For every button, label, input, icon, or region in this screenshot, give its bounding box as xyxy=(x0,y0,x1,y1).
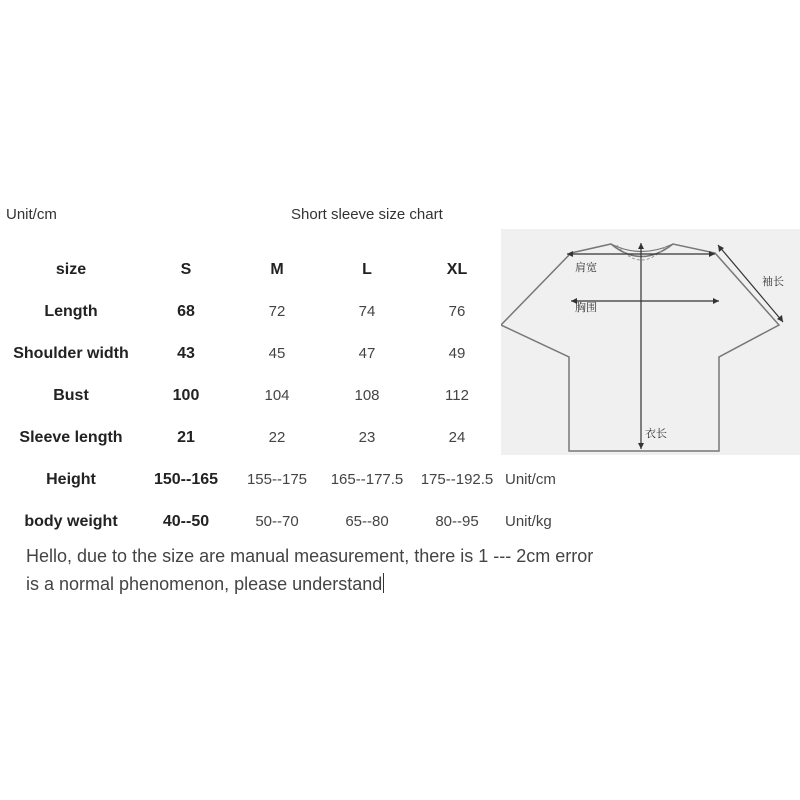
table-cell: 74 xyxy=(358,303,376,320)
table-cell: 49 xyxy=(448,345,466,362)
row-label-sleeve-length: Sleeve length xyxy=(19,429,123,446)
table-cell: 72 xyxy=(268,303,286,320)
size-header-s: S xyxy=(180,261,192,278)
row-label-body-weight: body weight xyxy=(24,513,118,530)
table-cell: 50--70 xyxy=(255,513,299,530)
table-cell: 150--165 xyxy=(153,471,219,488)
table-cell: 76 xyxy=(448,303,466,320)
chest-label: 胸围 xyxy=(575,301,597,314)
measurement-note-line2: is a normal phenomenon, please understand xyxy=(26,574,383,594)
table-cell: 40--50 xyxy=(162,513,210,530)
row-label-shoulder-width: Shoulder width xyxy=(13,345,129,362)
table-cell: 104 xyxy=(264,387,290,404)
table-cell: 23 xyxy=(358,429,376,446)
row-label-height: Height xyxy=(46,471,96,488)
table-cell: 108 xyxy=(354,387,380,404)
table-cell: 22 xyxy=(268,429,286,446)
table-cell: 43 xyxy=(177,345,195,362)
tshirt-measurement-diagram xyxy=(501,229,800,455)
row-label-length: Length xyxy=(44,303,98,320)
text-cursor xyxy=(383,573,384,593)
size-header-l: L xyxy=(362,261,372,278)
row-label-bust: Bust xyxy=(53,387,89,404)
table-cell: 21 xyxy=(177,429,195,446)
weight-unit: Unit/kg xyxy=(505,513,552,530)
table-cell: 112 xyxy=(445,387,469,404)
table-cell: 80--95 xyxy=(435,513,479,530)
table-cell: 155--175 xyxy=(246,471,308,488)
size-header-m: M xyxy=(270,261,284,278)
body-length-label: 衣长 xyxy=(645,427,667,440)
unit-label: Unit/cm xyxy=(6,206,57,223)
measurement-note-line1: Hello, due to the size are manual measurement, there is 1 --- 2cm error xyxy=(26,546,594,566)
chart-title: Short sleeve size chart xyxy=(291,206,443,223)
size-header: size xyxy=(55,261,87,278)
table-cell: 24 xyxy=(448,429,466,446)
table-cell: 175--192.5 xyxy=(420,471,494,488)
height-unit: Unit/cm xyxy=(505,471,556,488)
shoulder-width-label: 肩宽 xyxy=(575,261,597,274)
size-header-xl: XL xyxy=(446,261,468,278)
table-cell: 65--80 xyxy=(345,513,389,530)
table-cell: 45 xyxy=(268,345,286,362)
table-cell: 47 xyxy=(358,345,376,362)
table-cell: 165--177.5 xyxy=(330,471,404,488)
table-cell: 100 xyxy=(172,387,200,404)
table-cell: 68 xyxy=(177,303,195,320)
sleeve-length-label: 袖长 xyxy=(762,275,784,288)
